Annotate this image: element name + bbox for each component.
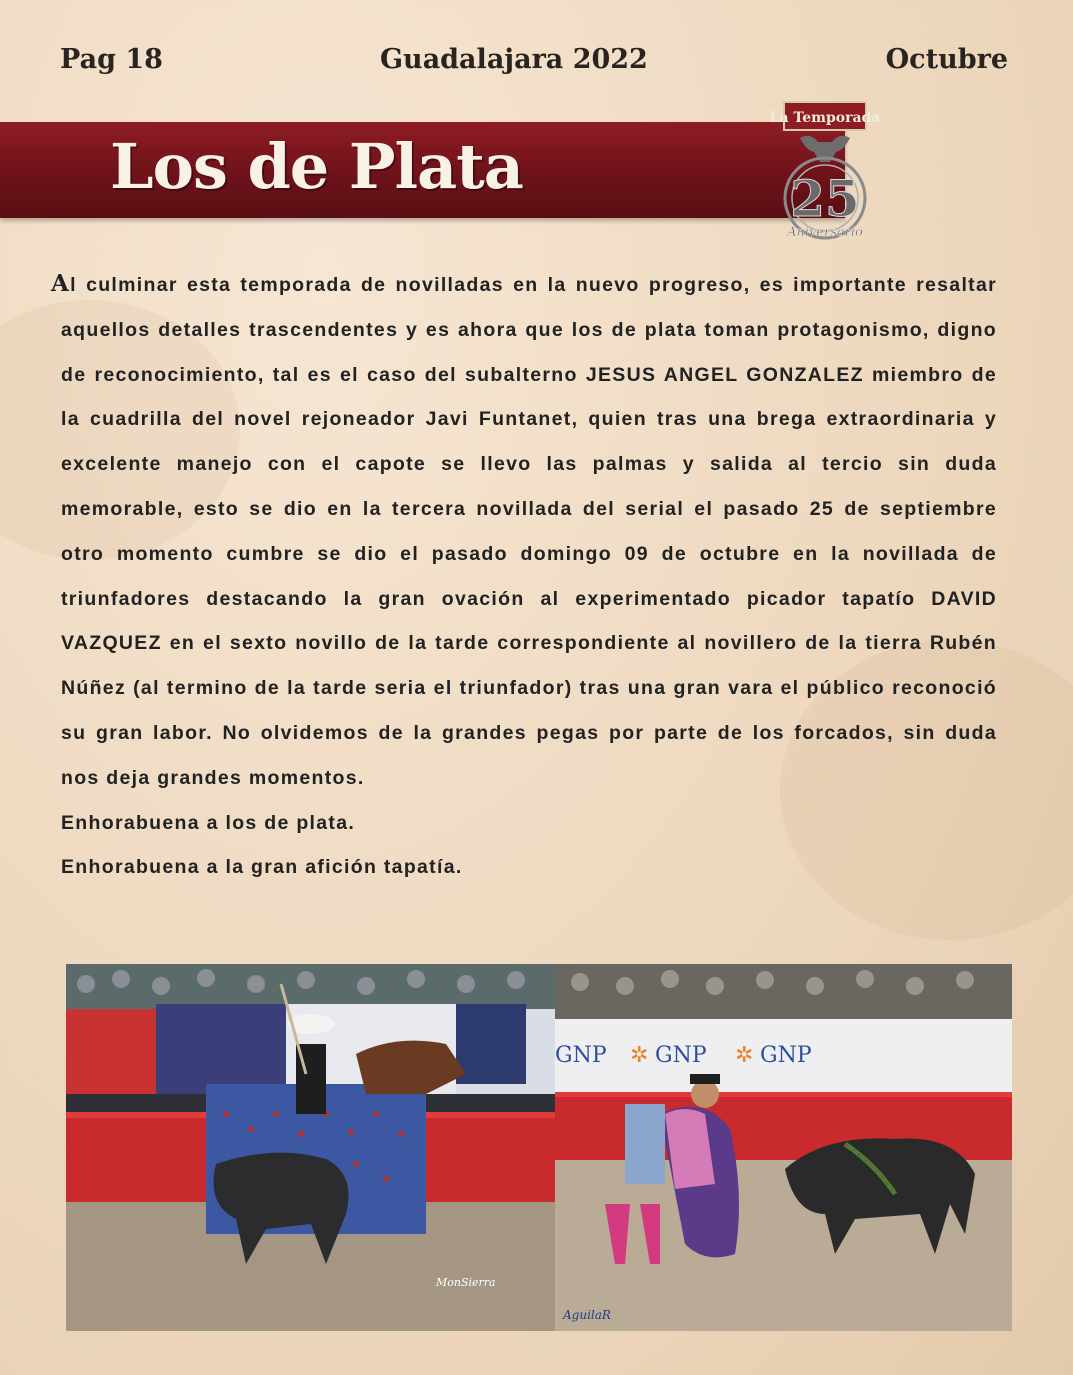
logo-number: 25 — [790, 169, 860, 228]
photo-credit-left: MonSierra — [436, 1276, 496, 1289]
anniversary-logo — [770, 98, 880, 243]
page-number: Pag 18 — [60, 44, 163, 75]
sponsor-sign: GNP — [555, 1043, 607, 1068]
article-body — [51, 262, 997, 890]
closing-line: Enhorabuena a la gran afición tapatía. — [61, 856, 463, 879]
logo-subtitle: Aniversario — [787, 225, 863, 240]
drop-cap: A — [51, 270, 71, 297]
photo-credit-right: AguilaR — [563, 1308, 611, 1322]
svg-text:✲: ✲ — [630, 1043, 649, 1068]
article-title: Los de Plata — [110, 130, 523, 203]
article-paragraph-text: l culminar esta temporada de novilladas en la nuevo progreso, es importante resaltar aquellos detalles trascendentes y es ahora que los de plata toman protagonismo, digno de reconocimiento, tal es el caso del subalterno JESUS ANGEL GONZALEZ miembro de la cuadrilla del novel rejoneador Javi Funtanet, quien tras una brega extraordinaria y excelente manejo con el capote se llevo las palmas y salida al tercio sin duda memorable, esto se dio en la tercera novillada del serial el pasado 25 de septiembre otro momento cumbre se dio el pasado domingo 09 de octubre en la novillada de triunfadores destacando la gran ovación al experimentado picador tapatío DAVID VAZQUEZ en el sexto novillo de la tarde correspondiente al novillero de la tierra Rubén Núñez (al termino de la tarde seria el triunfador) tras una gran vara el público reconoció su gran labor. No olvidemos de la grandes pegas por parte de los forcados, sin duda nos deja grandes momentos. — [61, 274, 997, 789]
svg-text:✲: ✲ — [735, 1043, 754, 1068]
sponsor-sign: GNP — [655, 1043, 707, 1068]
page-header — [60, 44, 1008, 84]
photo-strip — [66, 964, 1012, 1331]
article-paragraph — [51, 262, 997, 801]
issue-city: Guadalajara 2022 — [380, 44, 648, 75]
issue-month: Octubre — [885, 44, 1008, 75]
torero-photo — [555, 964, 1012, 1331]
picador-photo — [66, 964, 555, 1331]
sponsor-sign: GNP — [760, 1043, 812, 1068]
closing-line: Enhorabuena a los de plata. — [61, 811, 356, 834]
logo-brand: La Temporada — [770, 110, 880, 126]
